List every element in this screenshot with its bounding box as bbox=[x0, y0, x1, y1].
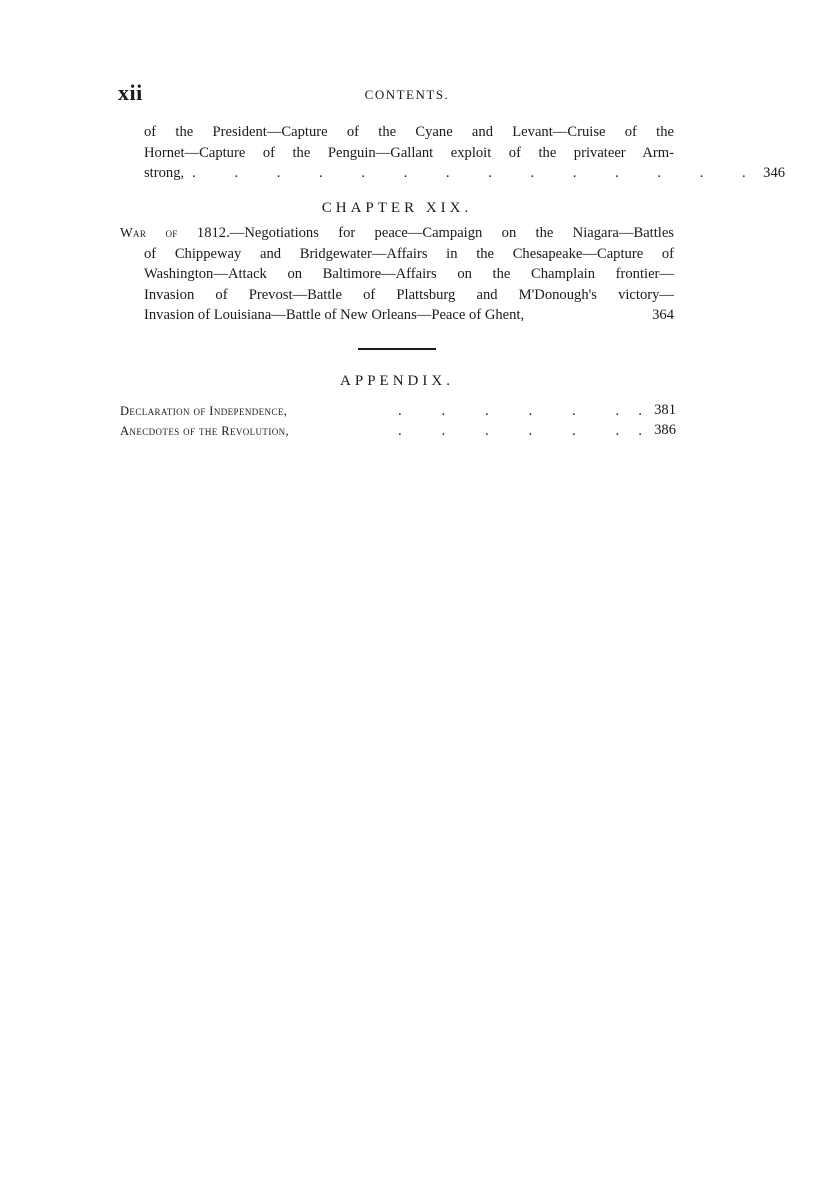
continued-entry-text bbox=[120, 122, 786, 184]
entry-line bbox=[120, 223, 674, 244]
section-divider bbox=[358, 348, 436, 350]
appendix-entry bbox=[120, 424, 676, 444]
entry-line-last bbox=[144, 305, 674, 326]
entry-line: Washington—Attack on Baltimore—Affairs on the Champlain frontier— bbox=[144, 266, 674, 282]
appendix-heading: APPENDIX. bbox=[340, 373, 454, 389]
dot-leader: . bbox=[638, 423, 642, 439]
appendix-entry-page: 381 bbox=[654, 402, 676, 418]
dot-leader: . . . . . . bbox=[398, 403, 638, 419]
running-head bbox=[118, 80, 678, 104]
entry-line: Hornet—Capture of the Penguin—Gallant exploit of the privateer Arm- bbox=[144, 144, 674, 161]
entry-line-text: strong, bbox=[144, 165, 185, 181]
chapter-heading: CHAPTER XIX. bbox=[321, 200, 473, 216]
entry-line: Invasion of Prevost—Battle of Plattsburg and M'Donough's victory— bbox=[144, 286, 674, 303]
chapter-entry-text bbox=[120, 223, 674, 326]
entry-line: of Chippeway and Bridgewater—Affairs in the Chesapeake—Capture of bbox=[144, 245, 674, 262]
appendix-entry bbox=[120, 404, 676, 424]
dot-leader: . . . . . . bbox=[398, 423, 638, 439]
entry-page-number: 364 bbox=[652, 307, 674, 323]
chapter-entry bbox=[120, 223, 674, 326]
running-title: CONTENTS. bbox=[364, 87, 450, 102]
appendix-entry-label: Anecdotes of the Revolution, bbox=[120, 424, 290, 438]
entry-line-text: 1812.—Negotiations for peace—Campaign on the Niagara—Battles bbox=[177, 225, 674, 241]
appendix-entry-page: 386 bbox=[654, 422, 676, 438]
continued-entry bbox=[120, 122, 786, 184]
entry-line: of the President—Capture of the Cyane and Levant—Cruise of the bbox=[144, 124, 674, 140]
appendix-entry-label: Declaration of Independence, bbox=[120, 404, 288, 418]
page-number: xii bbox=[118, 80, 143, 105]
dot-leader: . bbox=[638, 403, 642, 419]
dot-leader: . . . . . . . . . . . . . . bbox=[192, 165, 764, 181]
entry-page-number: 346 bbox=[763, 165, 786, 181]
entry-line-last bbox=[144, 163, 786, 184]
entry-lead: War of bbox=[120, 225, 178, 240]
entry-line-text: Invasion of Louisiana—Battle of New Orleans—Peace of Ghent, bbox=[144, 307, 525, 323]
